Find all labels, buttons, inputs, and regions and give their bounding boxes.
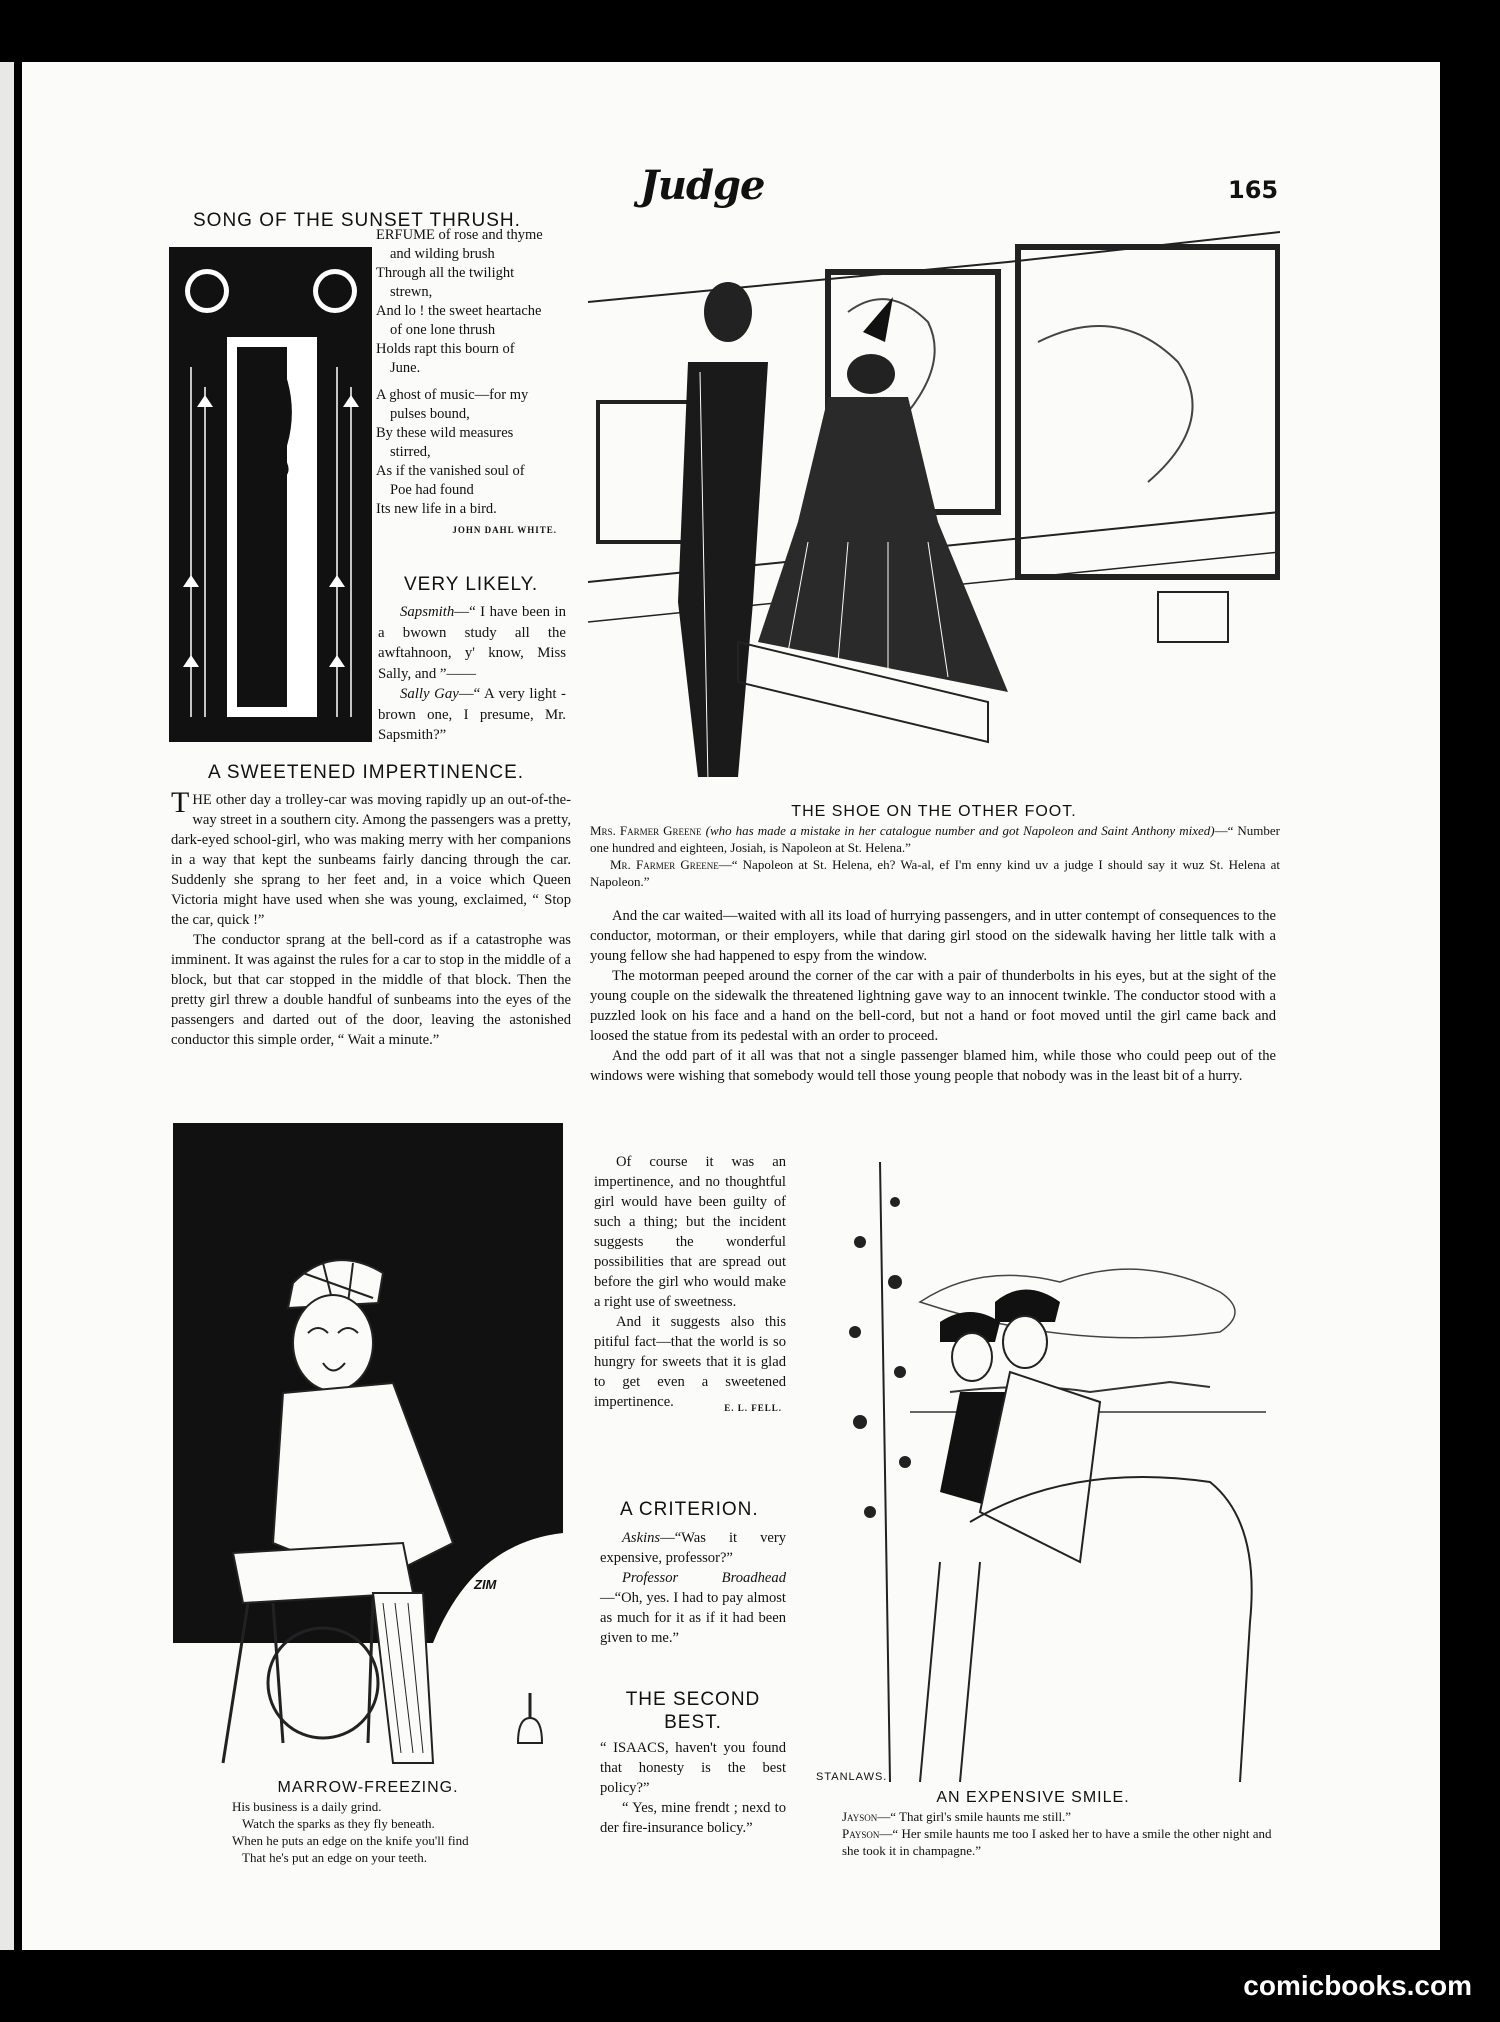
shoe-caption [590, 822, 1280, 890]
dialogue-line: —“ Her smile haunts me too I asked her to have a smile the other night and she took it in champagne.” [842, 1826, 1272, 1858]
poem-line: of one lone thrush [390, 322, 496, 338]
criterion-text [600, 1528, 786, 1648]
paragraph: And the odd part of it all was that not a single passenger blamed him, while those who could peep out of the windows were wishing that somebody would tell those young people that nobody was in the least bit of a hurry. [590, 1048, 1276, 1084]
speaker-name: Payson [842, 1826, 880, 1841]
second-best-title: THE SECOND BEST. [625, 1689, 761, 1733]
speaker-name: Sally Gay [400, 686, 459, 702]
dialogue-line: —“ I have been in a bwown study all the awftahnoon, y' know, Miss Sally, and ”—— [378, 604, 566, 682]
poem-line: pulses bound, [390, 406, 470, 422]
speaker-name: Mr. Farmer Greene [610, 857, 719, 872]
paragraph: The conductor sprang at the bell-cord as if a catastrophe was imminent. It was against the rules for a car to stop in the middle of a block, but that car stopped in the middle of that block. Then the pretty girl threw a double handful of sunbeams into the eyes of the passengers and darted out of the door, leaving the astonished conductor this simple order, “ Wait a minute.” [171, 932, 571, 1048]
page-spine [0, 62, 14, 1950]
speaker-name: Sapsmith [400, 604, 455, 620]
very-likely-text [378, 602, 566, 746]
poem-line: Holds rapt this bourn of [376, 341, 515, 357]
poem-line: As if the vanished soul of [376, 463, 525, 479]
sweetened-author: E. L. FELL. [724, 1403, 782, 1413]
paragraph: HE other day a trolley-car was moving rapidly up an out-of-the-way street in a southern city. Among the passengers was a pretty, dark-eyed school-girl, who was making merry with her companions in a way that kept the sunbeams fairly dancing through the car. Suddenly she sprang to her feet and, in a voice which Queen Victoria might have used when she was young, exclaimed, “ Stop the car, quick !” [171, 792, 571, 928]
dialogue-line: —“Oh, yes. I had to pay almost as much for it as if it had been given to me.” [600, 1590, 786, 1646]
dialogue-line: “ ISAACS, haven't you found that honesty is the best policy?” [600, 1740, 786, 1796]
sweetened-column-3 [594, 1152, 786, 1418]
paragraph: And the car waited—waited with all its load of hurrying passengers, and in utter contempt of consequences to the conductor, motorman, or their employers, while that daring girl stood on the sidewalk having her little talk with a young fellow she had happened to espy from the window. [590, 908, 1276, 964]
stanlaws-signature: STANLAWS. [816, 1771, 888, 1783]
dialogue-line: —“ A very light - brown one, I presume, Mr. Sapsmith?” [378, 686, 566, 743]
poem-line: Its new life in a bird. [376, 501, 497, 517]
poem-line: By these wild measures [376, 425, 514, 441]
speaker-name: Jayson [842, 1809, 878, 1824]
knife-grinder-illustration [173, 1123, 563, 1773]
gallery-illustration [588, 222, 1280, 797]
paragraph: Of course it was an impertinence, and no thoughtful girl would have been guilty of such a thing; but the incident suggests the wonderful possibilities that are spread out before the girl who would make a right use of sweetness. [594, 1154, 786, 1310]
song-author: JOHN DAHL WHITE. [452, 525, 557, 535]
drop-cap: T [171, 786, 190, 819]
marrow-caption [232, 1798, 572, 1866]
dialogue-line: —“ Napoleon at St. Helena, eh? Wa-al, ef I'm enny kind uv a judge I should say it wuz St. Helena at Napoleon.” [590, 857, 1280, 889]
poem-line: Through all the twilight [376, 265, 515, 281]
caption-aside: (who has made a mistake in her catalogue number and got Napoleon and Saint Anthony mixed) [705, 823, 1215, 838]
poem-line: A ghost of music—for my [376, 387, 529, 403]
poem-line: stirred, [390, 444, 431, 460]
dialogue-line: —“ Number one hundred and eighteen, Josiah, is Napoleon at St. Helena.” [590, 823, 1281, 855]
caption-line: That he's put an edge on your teeth. [242, 1850, 428, 1865]
poem-line: ERFUME of rose and thyme [376, 227, 543, 243]
caption-line: Watch the sparks as they fly beneath. [242, 1816, 435, 1831]
sweetened-title: A SWEETENED IMPERTINENCE. [208, 762, 525, 783]
paragraph: The motorman peeped around the corner of the car with a pair of thunderbolts in his eyes, but at the sight of the young couple on the sidewalk the threatened lightning gave way to an innocent twinkle. The conductor stood with a puzzled look on his face and a hand on the bell-cord, but not a hand or foot moved until the girl came back and loosed the statue from its pedestal with an order to proceed. [590, 968, 1276, 1044]
paragraph: And it suggests also this pitiful fact—that the world is so hungry for sweets that it is glad to get even a sweetened impertinence. [594, 1314, 786, 1410]
site-watermark: comicbooks.com [1243, 1970, 1472, 2001]
speaker-name: Professor Broadhead [622, 1570, 786, 1586]
marrow-caption-title: MARROW-FREEZING. [277, 1779, 459, 1796]
poem-line: and wilding brush [390, 246, 495, 262]
dialogue-line: —“ That girl's smile haunts me still.” [877, 1809, 1072, 1824]
dialogue-line: —“Was it very expensive, professor?” [600, 1530, 786, 1566]
caption-line: When he puts an edge on the knife you'll find [232, 1833, 469, 1848]
song-title: SONG OF THE SUNSET THRUSH. [193, 210, 521, 231]
caption-line: His business is a daily grind. [232, 1799, 382, 1814]
poem-line: June. [390, 360, 421, 376]
smile-caption [812, 1808, 1272, 1859]
couple-illustration [800, 1162, 1266, 1782]
criterion-title: A CRITERION. [620, 1499, 759, 1520]
zim-signature: ZIM [474, 1577, 497, 1592]
poem-line: Poe had found [390, 482, 474, 498]
speaker-name: Mrs. Farmer Greene [590, 823, 702, 838]
dialogue-line: “ Yes, mine frendt ; nexd to der fire-insurance bolicy.” [600, 1800, 786, 1836]
poem-line: strewn, [390, 284, 433, 300]
very-likely-title: VERY LIKELY. [404, 574, 539, 595]
art-nouveau-initial-p [169, 247, 372, 742]
song-poem [376, 226, 571, 540]
sweetened-column-2 [590, 906, 1276, 1086]
second-best-text [600, 1738, 786, 1838]
page-number: 165 [1228, 176, 1279, 204]
sweetened-column-1 [171, 786, 571, 1050]
magazine-masthead: Judge [640, 162, 765, 209]
poem-line: And lo ! the sweet heartache [376, 303, 542, 319]
smile-caption-title: AN EXPENSIVE SMILE. [936, 1789, 1130, 1806]
speaker-name: Askins [622, 1530, 661, 1546]
shoe-caption-title: THE SHOE ON THE OTHER FOOT. [791, 803, 1077, 820]
